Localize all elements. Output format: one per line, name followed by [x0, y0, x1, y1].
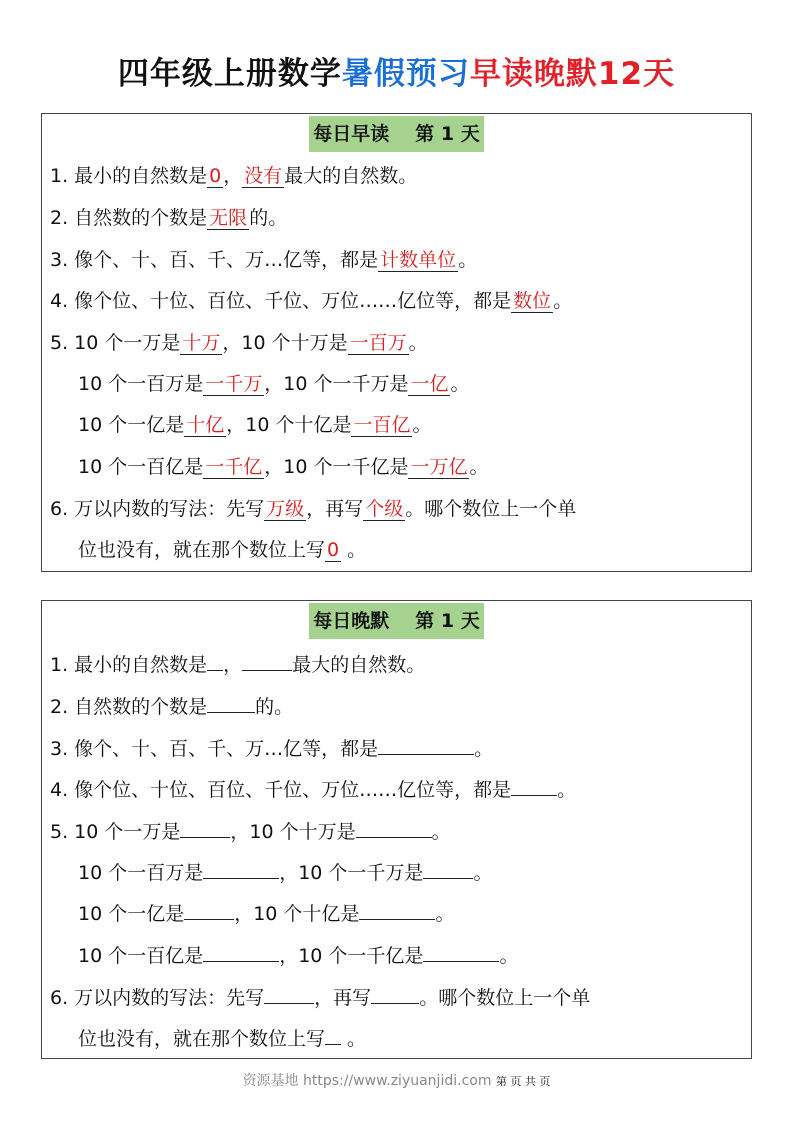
- question-text: 。哪个数位上一个单: [405, 498, 577, 520]
- answer-blank[interactable]: [423, 856, 473, 879]
- question-text: 2. 自然数的个数是: [50, 207, 208, 229]
- answer: 一千亿: [205, 456, 263, 478]
- answer: 个级: [365, 498, 404, 520]
- question-line: [50, 773, 576, 803]
- question-line: [78, 856, 492, 886]
- header-title: 每日晚默: [313, 610, 390, 632]
- question-text: 位也没有，就在那个数位上写: [78, 539, 326, 561]
- answer: 0: [327, 539, 340, 561]
- question-text: ，10 个十亿是: [226, 414, 352, 436]
- question-text: 5. 10 个一万是: [50, 821, 181, 843]
- question-text: 10 个一百亿是: [78, 945, 204, 967]
- answer-blank[interactable]: [356, 815, 432, 838]
- question-line: [50, 494, 576, 524]
- question-text: 3. 像个、十、百、千、万…亿等，都是: [50, 738, 379, 760]
- question-text: 5. 10 个一万是: [50, 332, 181, 354]
- answer: 一百亿: [353, 414, 411, 436]
- answer: 无限: [209, 207, 248, 229]
- question-text: 6. 万以内数的写法：先写: [50, 987, 265, 1009]
- question-line: [50, 815, 451, 845]
- question-text: 4. 像个位、十位、百位、千位、万位……亿位等，都是: [50, 290, 512, 312]
- question-text: ，10 个十万是: [230, 821, 356, 843]
- answer-blank[interactable]: [511, 773, 557, 796]
- question-text: ，: [223, 165, 243, 187]
- answer: 计数单位: [380, 249, 457, 271]
- question-line: [78, 369, 469, 399]
- question-text: 。: [341, 1028, 367, 1050]
- answer: 数位: [513, 290, 552, 312]
- section-header-label: [309, 116, 483, 152]
- question-text: 。哪个数位上一个单: [419, 987, 591, 1009]
- question-text: 。: [431, 821, 451, 843]
- question-text: 最大的自然数。: [284, 165, 418, 187]
- question-line: [78, 1022, 366, 1052]
- footer-page-number: 第 页 共 页: [495, 1075, 551, 1088]
- question-text: 。: [412, 414, 432, 436]
- answer: 万级: [266, 498, 305, 520]
- question-text: 的。: [255, 696, 294, 718]
- answer-blank[interactable]: [242, 648, 292, 671]
- question-text: ，再写: [306, 498, 364, 520]
- section-header-label: [309, 603, 483, 639]
- question-text: 位也没有，就在那个数位上写: [78, 1028, 326, 1050]
- question-line: [50, 690, 293, 720]
- question-line: [50, 161, 417, 191]
- section-header: [42, 116, 751, 152]
- question-text: 。: [450, 373, 470, 395]
- question-line: [50, 981, 590, 1011]
- question-text: ，: [223, 654, 243, 676]
- page-footer: [0, 1070, 793, 1090]
- answer-blank[interactable]: [184, 897, 234, 920]
- question-text: 1. 最小的自然数是: [50, 654, 208, 676]
- question-text: 10 个一亿是: [78, 414, 185, 436]
- question-line: [50, 203, 287, 233]
- question-line: [78, 410, 431, 440]
- question-text: 10 个一百万是: [78, 373, 204, 395]
- question-text: ，10 个一千万是: [264, 373, 409, 395]
- question-line: [78, 897, 454, 927]
- question-text: ，再写: [314, 987, 372, 1009]
- header-day: 第 1 天: [415, 610, 480, 632]
- answer-blank[interactable]: [359, 897, 435, 920]
- question-text: 。: [553, 290, 573, 312]
- title-part-grade: 四年级上册数学: [117, 56, 342, 92]
- answer-blank[interactable]: [423, 939, 499, 962]
- question-line: [50, 328, 428, 358]
- question-text: ，10 个一千亿是: [279, 945, 424, 967]
- title-part-preview: 暑假预习: [341, 56, 470, 92]
- answer: 一千万: [205, 373, 263, 395]
- answer: 0: [209, 165, 222, 187]
- question-line: [50, 245, 477, 275]
- question-text: 。: [499, 945, 519, 967]
- answer: 一百万: [349, 332, 407, 354]
- question-line: [78, 535, 366, 565]
- header-day: 第 1 天: [415, 123, 480, 145]
- question-line: [78, 452, 488, 482]
- question-text: 的。: [249, 207, 288, 229]
- question-text: ，10 个一千亿是: [264, 456, 409, 478]
- answer-blank[interactable]: [325, 1022, 341, 1045]
- question-text: 。: [408, 332, 428, 354]
- section-header: [42, 603, 751, 639]
- header-title: 每日早读: [313, 123, 390, 145]
- footer-source: 资源基地 https://www.ziyuanjidi.com: [242, 1073, 492, 1089]
- answer-blank[interactable]: [207, 648, 223, 671]
- question-text: 。: [469, 456, 489, 478]
- question-line: [50, 732, 493, 762]
- question-text: ，10 个十万是: [222, 332, 348, 354]
- question-text: 最大的自然数。: [292, 654, 426, 676]
- answer-blank[interactable]: [203, 856, 279, 879]
- question-text: 10 个一亿是: [78, 903, 185, 925]
- answer: 十万: [182, 332, 221, 354]
- question-text: 。: [458, 249, 478, 271]
- question-text: 4. 像个位、十位、百位、千位、万位……亿位等，都是: [50, 779, 512, 801]
- answer-blank[interactable]: [264, 981, 314, 1004]
- question-text: 6. 万以内数的写法：先写: [50, 498, 265, 520]
- evening-dictation-section: [41, 600, 752, 1059]
- question-text: 10 个一百亿是: [78, 456, 204, 478]
- title-part-days: 早读晚默12天: [469, 56, 676, 92]
- answer-blank[interactable]: [207, 690, 255, 713]
- answer-blank[interactable]: [180, 815, 230, 838]
- answer: 一万亿: [410, 456, 468, 478]
- answer: 没有: [244, 165, 283, 187]
- question-text: ，10 个十亿是: [234, 903, 360, 925]
- question-line: [50, 648, 425, 678]
- question-text: 。: [557, 779, 577, 801]
- question-text: 1. 最小的自然数是: [50, 165, 208, 187]
- question-text: 2. 自然数的个数是: [50, 696, 208, 718]
- question-text: 。: [473, 862, 493, 884]
- question-text: 。: [341, 539, 367, 561]
- answer: 一亿: [410, 373, 449, 395]
- morning-reading-section: [41, 113, 752, 572]
- page-title: [0, 48, 793, 93]
- question-text: 10 个一百万是: [78, 862, 204, 884]
- question-text: ，10 个一千万是: [279, 862, 424, 884]
- question-text: 3. 像个、十、百、千、万…亿等，都是: [50, 249, 379, 271]
- answer: 十亿: [186, 414, 225, 436]
- question-text: 。: [435, 903, 455, 925]
- answer-blank[interactable]: [378, 732, 474, 755]
- answer-blank[interactable]: [203, 939, 279, 962]
- answer-blank[interactable]: [371, 981, 419, 1004]
- question-line: [50, 286, 572, 316]
- question-line: [78, 939, 518, 969]
- question-text: 。: [474, 738, 494, 760]
